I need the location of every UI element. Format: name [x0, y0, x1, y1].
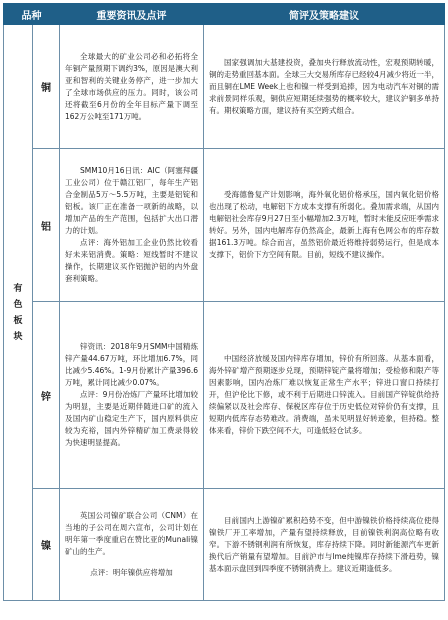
news-paragraph: 全球最大的矿业公司必和必拓将全年铜产量预期下调约3%，原因是澳大利亚和智利的关键业务停产，进一步加大了全球市场供应的压力。同时，该公司还将截至6月份的全年目标产量下调至162万公吨至171万吨。	[65, 51, 198, 121]
strategy-nickel	[204, 489, 445, 601]
table-header-row	[4, 4, 445, 25]
news-comment: 点评：海外铝加工企业仍然比较看好未来铝消费。策略：短线暂时不建议操作，长期建议买作铝抛沪铝的内外盘套利策略。	[65, 238, 198, 283]
category-char: 块	[13, 331, 23, 342]
header-news: 重要资讯及点评	[60, 4, 204, 25]
strategy-paragraph: 受海德鲁复产计划影响，海外氧化铝价格承压，国内氧化铝价格也出现了松动，电解铝下方成本支撑有所弱化。叠加需求端，从国内电解铝社会库存9月27日至小幅增加2.3万吨，暂时未能反应旺季需求转好。另外，国内电解库存仍然高企，最新上海有色网公布的库存数据161.3万吨。综合而言，虽然铝价最近将维持弱势运行，但是成本支撑下，铝价下方空间有限。目前，短线不建议操作。	[209, 190, 439, 259]
header-product: 品种	[4, 4, 60, 25]
strategy-paragraph: 国家强调加大基建投资，叠加央行释放流动性，宏观预期转暖，铜的走势重回基本面。全球三大交易所库存已经较4月减少将近一半，而且铜在LME Week上也和镍一样受到追捧，因为电动汽车对铜的需求前景同样乐观，铜供应短期延续强势的概率较大，建议沪铜多单持有。期权策略方面，建议持有买空跨式组合。	[209, 57, 439, 115]
table-row-zinc	[4, 302, 445, 489]
news-copper	[60, 25, 204, 149]
product-nickel: 镍	[33, 489, 60, 601]
table-row-copper	[4, 25, 445, 149]
news-paragraph: 英国公司镍矿联合公司（CNM）在当地的子公司在周六宣布，公司计划在明年第一季度重启在赞比亚的Munali镍矿山的生产。	[65, 511, 198, 556]
news-paragraph: SMM10月16日讯：AIC（阿塞拜疆工业公司）位于赣江铝厂，每年生产铝合金制品5万～5.5万吨，主要是铝锭和铝板。该厂正在准备一项新的战略，以增加产品的生产范围，包括扩大出口潜力的计划。	[65, 166, 198, 235]
product-copper: 铜	[33, 25, 60, 149]
nonferrous-news-table	[3, 3, 445, 601]
strategy-copper	[204, 25, 445, 149]
news-zinc	[60, 302, 204, 489]
strategy-zinc	[204, 302, 445, 489]
product-aluminum: 铝	[33, 149, 60, 302]
table-row-aluminum	[4, 149, 445, 302]
product-zinc: 锌	[33, 302, 60, 489]
table-row-nickel	[4, 489, 445, 601]
header-strategy: 简评及策略建议	[204, 4, 445, 25]
strategy-paragraph: 中国经济放缓及国内锌库存增加，锌价有所回落。从基本面看，海外锌矿增产预期逐步兑现，预期锌锭产量将增加；受检修和限产等因素影响，国内冶炼厂难以恢复正常生产水平；锌进口窗口持续打开，但沪伦比下修，或不利于后期进口锌流入。目前国产锌锭供给持续偏紧以及社会库存、保税区库存位于历史低位对锌价仍有支撑，且短期内低库存态势难改。消费端，虽未见明显好转迹象，但持稳。整体来看，锌价下跌空间不大，可逢低轻仓试多。	[209, 354, 439, 435]
category-char: 板	[13, 315, 23, 326]
strategy-paragraph: 目前国内上游镍矿累积趋势不变，但中游镍铁价格持续高位使得镍铁厂开工率增加，产量有望持续释放，目前镍铁利润高位略有收窄。下游不锈钢利润有所恢复，库存持续下降。同时新能源汽车更新换代后产销量有望增加。目前沪市与lme纯镍库存持续下滑趋势，镍基本面示盘回到四季度不锈钢消费上。建议近期逢低多。	[209, 515, 439, 573]
news-paragraph: 锌资讯：2018年9月SMM中国精炼锌产量44.67万吨，环比增加6.7%，同比减少5.46%。1-9月份累计产量396.6万吨，累计同比减少0.07%。	[65, 342, 198, 387]
news-comment: 点评：明年镍供应将增加	[90, 568, 173, 577]
category-char: 色	[13, 299, 23, 310]
category-char: 有	[13, 283, 23, 294]
news-nickel	[60, 489, 204, 601]
category-nonferrous	[4, 25, 33, 601]
news-comment: 点评：9月份冶炼厂产量环比增加较为明显，主要是近期伴随进口矿的流入及国内矿山稳定生产下，国内原料供应较为充裕，国内外锌精矿加工费录得较为快速明显提高。	[65, 390, 198, 447]
news-aluminum	[60, 149, 204, 302]
strategy-aluminum	[204, 149, 445, 302]
